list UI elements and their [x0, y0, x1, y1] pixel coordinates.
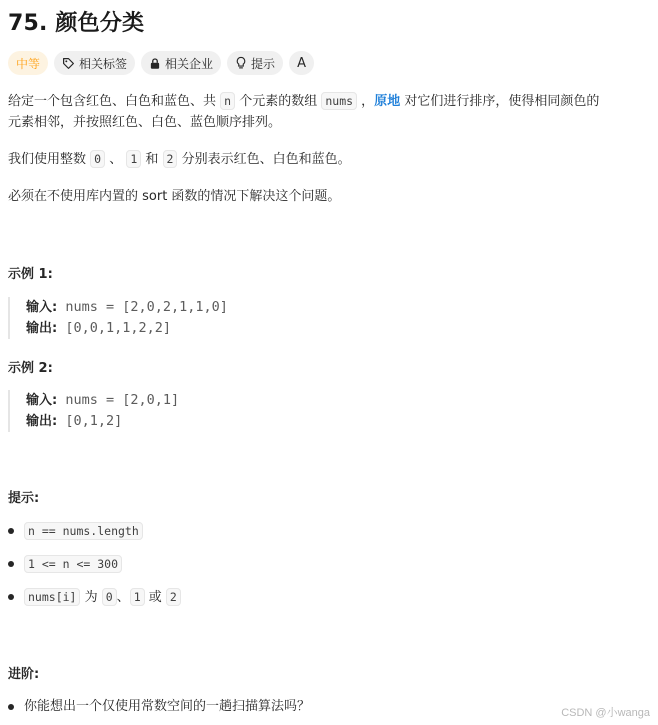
list-item: nums[i] 为 0 、 1 或 2	[8, 587, 181, 608]
hint-label: 提示	[251, 56, 276, 71]
page-title: 75. 颜色分类	[8, 11, 145, 36]
example-1-output: 输出: [0,0,1,1,2,2]	[26, 320, 171, 336]
translate-button[interactable]	[289, 51, 314, 75]
list-item: 你能想出一个仅使用常数空间的一趟扫描算法吗？	[8, 697, 310, 717]
translate-icon: A	[297, 55, 306, 71]
related-companies-label: 相关企业	[165, 56, 214, 71]
watermark: CSDN @小wanga	[561, 707, 650, 719]
list-item: 1 <= n <= 300	[8, 554, 122, 575]
example-2-output: 输出: [0,1,2]	[26, 413, 123, 429]
example-2-block	[8, 390, 638, 432]
code-n: n	[220, 92, 235, 110]
difficulty-badge: 中等	[8, 51, 48, 75]
followup-heading: 进阶:	[8, 667, 40, 682]
in-place-link[interactable]: 原地	[374, 94, 401, 109]
related-tags-label: 相关标签	[79, 56, 128, 71]
tag-bar	[8, 51, 314, 75]
hint-button[interactable]	[227, 51, 283, 75]
lightbulb-icon	[235, 56, 247, 70]
description-paragraph-2: 我们使用整数 0 、 1 和 2 分别表示红色、白色和蓝色。	[8, 152, 351, 167]
related-tags-button[interactable]	[54, 51, 135, 75]
example-1-heading: 示例 1:	[8, 267, 53, 282]
code-2: 2	[163, 150, 178, 168]
description-paragraph-1: 给定一个包含红色、白色和蓝色、共 n 个元素的数组 nums ，原地 对它们进行排序，使得相同颜色的 元素相邻，并按照红色、白色、蓝色顺序排列。	[8, 94, 600, 130]
example-1-block	[8, 297, 638, 339]
lock-icon	[149, 57, 161, 70]
tag-icon	[62, 57, 75, 70]
code-nums: nums	[321, 92, 357, 110]
related-companies-button[interactable]	[141, 51, 221, 75]
code-0: 0	[90, 150, 105, 168]
description-paragraph-3: 必须在不使用库内置的 sort 函数的情况下解决这个问题。	[8, 189, 341, 204]
list-item: n == nums.length	[8, 521, 143, 542]
example-1-input: 输入: nums = [2,0,2,1,1,0]	[26, 299, 228, 315]
constraints-heading: 提示:	[8, 491, 40, 506]
example-2-input: 输入: nums = [2,0,1]	[26, 392, 180, 408]
code-1: 1	[126, 150, 141, 168]
example-2-heading: 示例 2:	[8, 361, 53, 376]
